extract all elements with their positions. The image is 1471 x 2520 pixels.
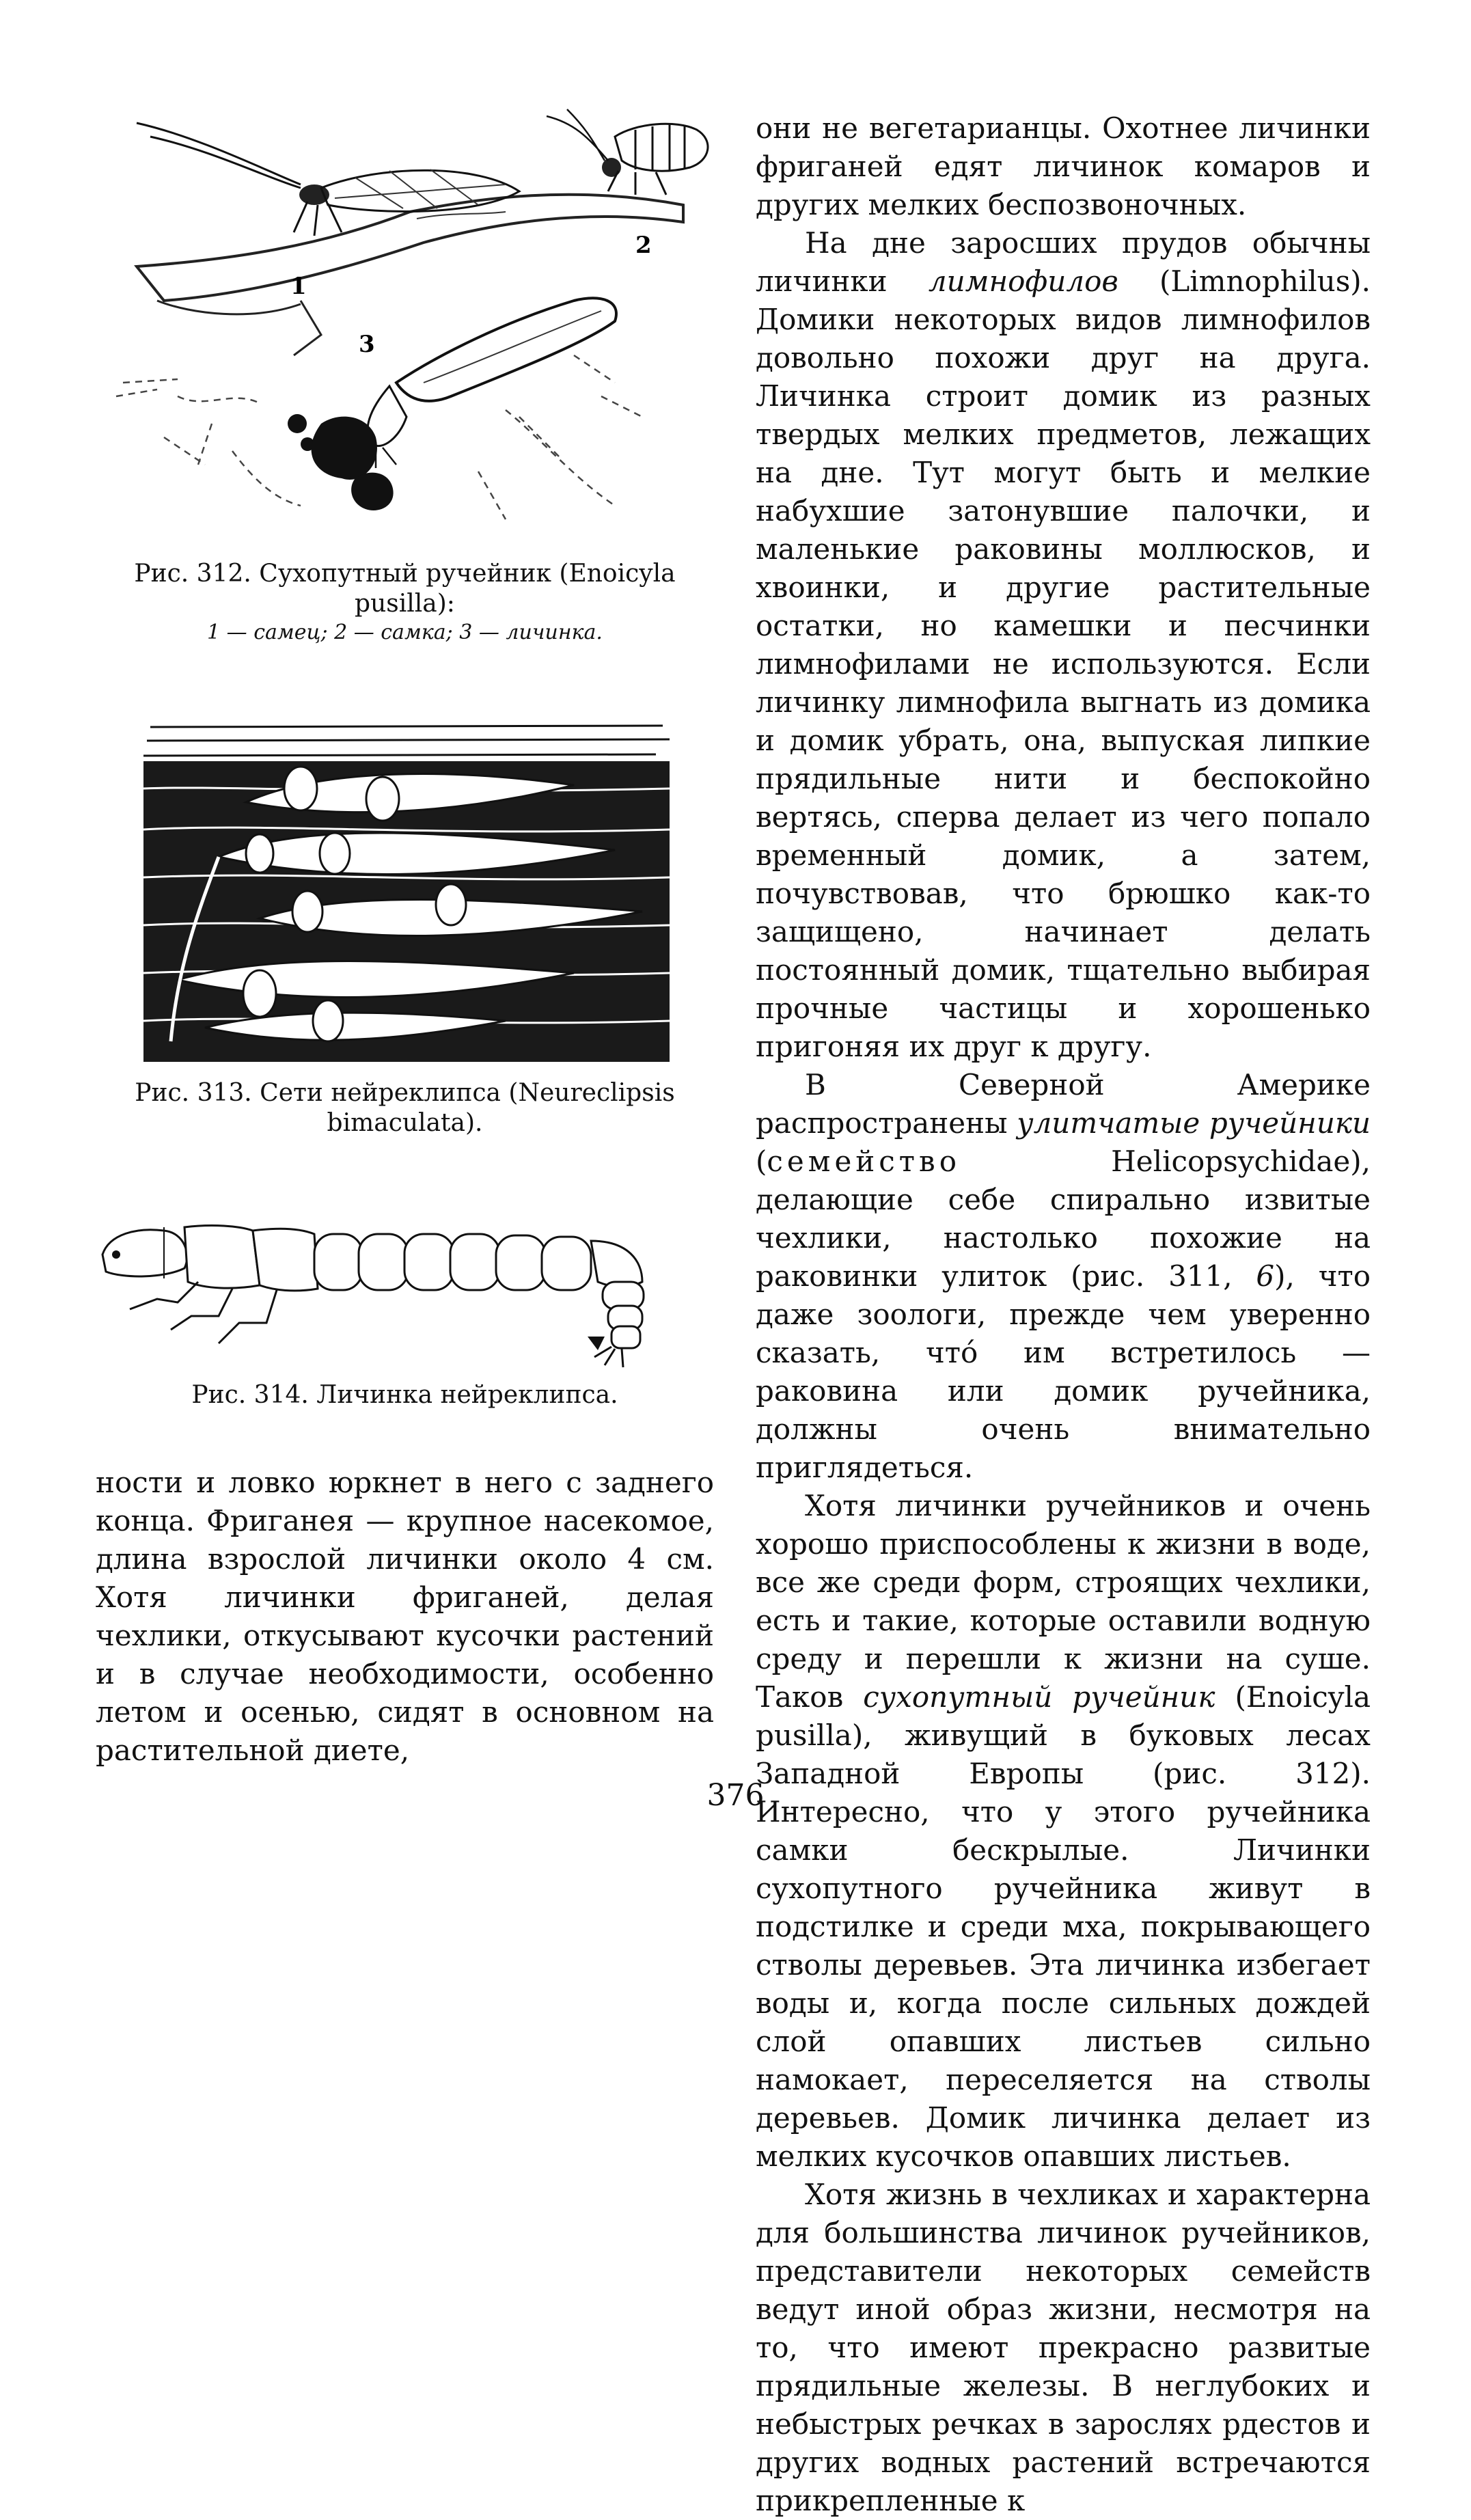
figure-313 [96, 720, 714, 1138]
right-column [756, 109, 1371, 2520]
paragraph-2-text-a: На дне заросших прудов обычны личинки [756, 226, 1371, 298]
paragraph-3-text-c: Helicopsychidae), делающие себе спирально извитые чехлики, настолько похожие на раковинки улиток (рис. 311, [756, 1145, 1371, 1293]
figure-312 [96, 96, 714, 646]
left-column-paragraph: ности и ловко юркнет в него с заднего конца. Фриганея — крупное насекомое, длина взрослой личинки около 4 см. Хотя личинки фриганей, делая чехлики, откусывают кусочки растений и в случае необходимости, особенно летом и осенью, сидят в основном на растительной диете, [96, 1466, 714, 1767]
figure-ref-6: 6 [1256, 1259, 1275, 1293]
figure-312-caption-line1: Рис. 312. Сухопутный ручейник (Enoicyla [134, 560, 676, 588]
paragraph-4-text-b: (Enoicyla pusilla), живущий в буковых лесах Западной Европы (рис. 312). Интересно, что у этого ручейника самки бескрылые. Личинки сухопутного ручейника живут в подстилке и среди мха, покрывающего стволы деревьев. Эта личинка избегает воды и, когда после сильных дождей слой опавших листьев сильно намокает, переселяется на стволы деревьев. Домик личинка делает из мелких кусочков опавших листьев. [756, 1680, 1371, 2173]
figure-313-illustration [96, 720, 714, 1062]
figure-312-legend: 1 — самец; 2 — самка; 3 — личинка. [207, 620, 603, 644]
paragraph-4-text-a: Хотя личинки ручейников и очень хорошо приспособлены к жизни в воде, все же среди форм, строящих чехлики, есть и такие, которые оставили водную среду и перешли к жизни на суше. Таков [756, 1489, 1371, 1714]
figure-313-caption-line2: bimaculata). [327, 1109, 483, 1137]
paragraph-3-text-d: ), что даже зоологи, прежде чем уверенно сказать, что́ им встретилось — раковина или домик ручейника, должны очень внимательно приглядеться. [756, 1259, 1371, 1484]
term-limnophilus: лимнофилов [928, 264, 1118, 298]
paragraph-4 [756, 1487, 1371, 2176]
paragraph-2 [756, 224, 1371, 1066]
figure-314-illustration [96, 1214, 714, 1371]
left-column [96, 96, 714, 1770]
figure-312-label-2: 2 [635, 232, 652, 259]
term-helicopsychidae: улитчатые ручейники [1017, 1106, 1371, 1140]
term-enoicyla: сухопутный ручейник [863, 1680, 1215, 1714]
paragraph-3-text-a: В Северной Америке распространены [756, 1068, 1371, 1140]
paragraph-2-text-b: (Limnophilus). Домики некоторых видов лимнофилов довольно похожи друг на друга. Личинка строит домик из разных твердых мелких предметов, лежащих на дне. Тут могут быть и мелкие набухшие затонувшие палочки, и маленькие раковины моллюсков, и хвоинки, и другие растительные остатки, но камешки и песчинки лимнофилами не используются. Если личинку лимнофила выгнать из домика и домик убрать, она, выпуская липкие прядильные нити и беспокойно вертясь, сперва делает из чего попало временный домик, а затем, почувствовав, что брюшко как-то защищено, начинает делать постоянный домик, тщательно выбирая прочные частицы и хорошенько пригоняя их друг к другу. [756, 264, 1371, 1063]
paragraph-3 [756, 1066, 1371, 1487]
figure-312-illustration [96, 96, 714, 547]
page-number: 376 [706, 1778, 765, 1813]
figure-314 [96, 1214, 714, 1410]
paragraph-3-text-b: ( [756, 1145, 767, 1178]
figure-312-caption-line2: pusilla): [355, 590, 455, 618]
figure-313-caption-line1: Рис. 313. Сети нейреклипса (Neureclipsis [135, 1079, 675, 1107]
term-family: семейство [767, 1145, 961, 1178]
paragraph-1: они не вегетарианцы. Охотнее личинки фриганей едят личинок комаров и других мелких беспозвоночных. [756, 111, 1371, 221]
figure-312-label-3: 3 [359, 331, 375, 358]
figure-314-caption: Рис. 314. Личинка нейреклипса. [191, 1381, 618, 1409]
paragraph-5: Хотя жизнь в чехликах и характерна для большинства личинок ручейников, представители некоторых семейств ведут иной образ жизни, несмотря на то, что имеют прекрасно развитые прядильные железы. В неглубоких и небыстрых речках в зарослях рдестов и других водных растений встречаются прикрепленные к [756, 2178, 1371, 2517]
figure-312-label-1: 1 [290, 273, 307, 300]
